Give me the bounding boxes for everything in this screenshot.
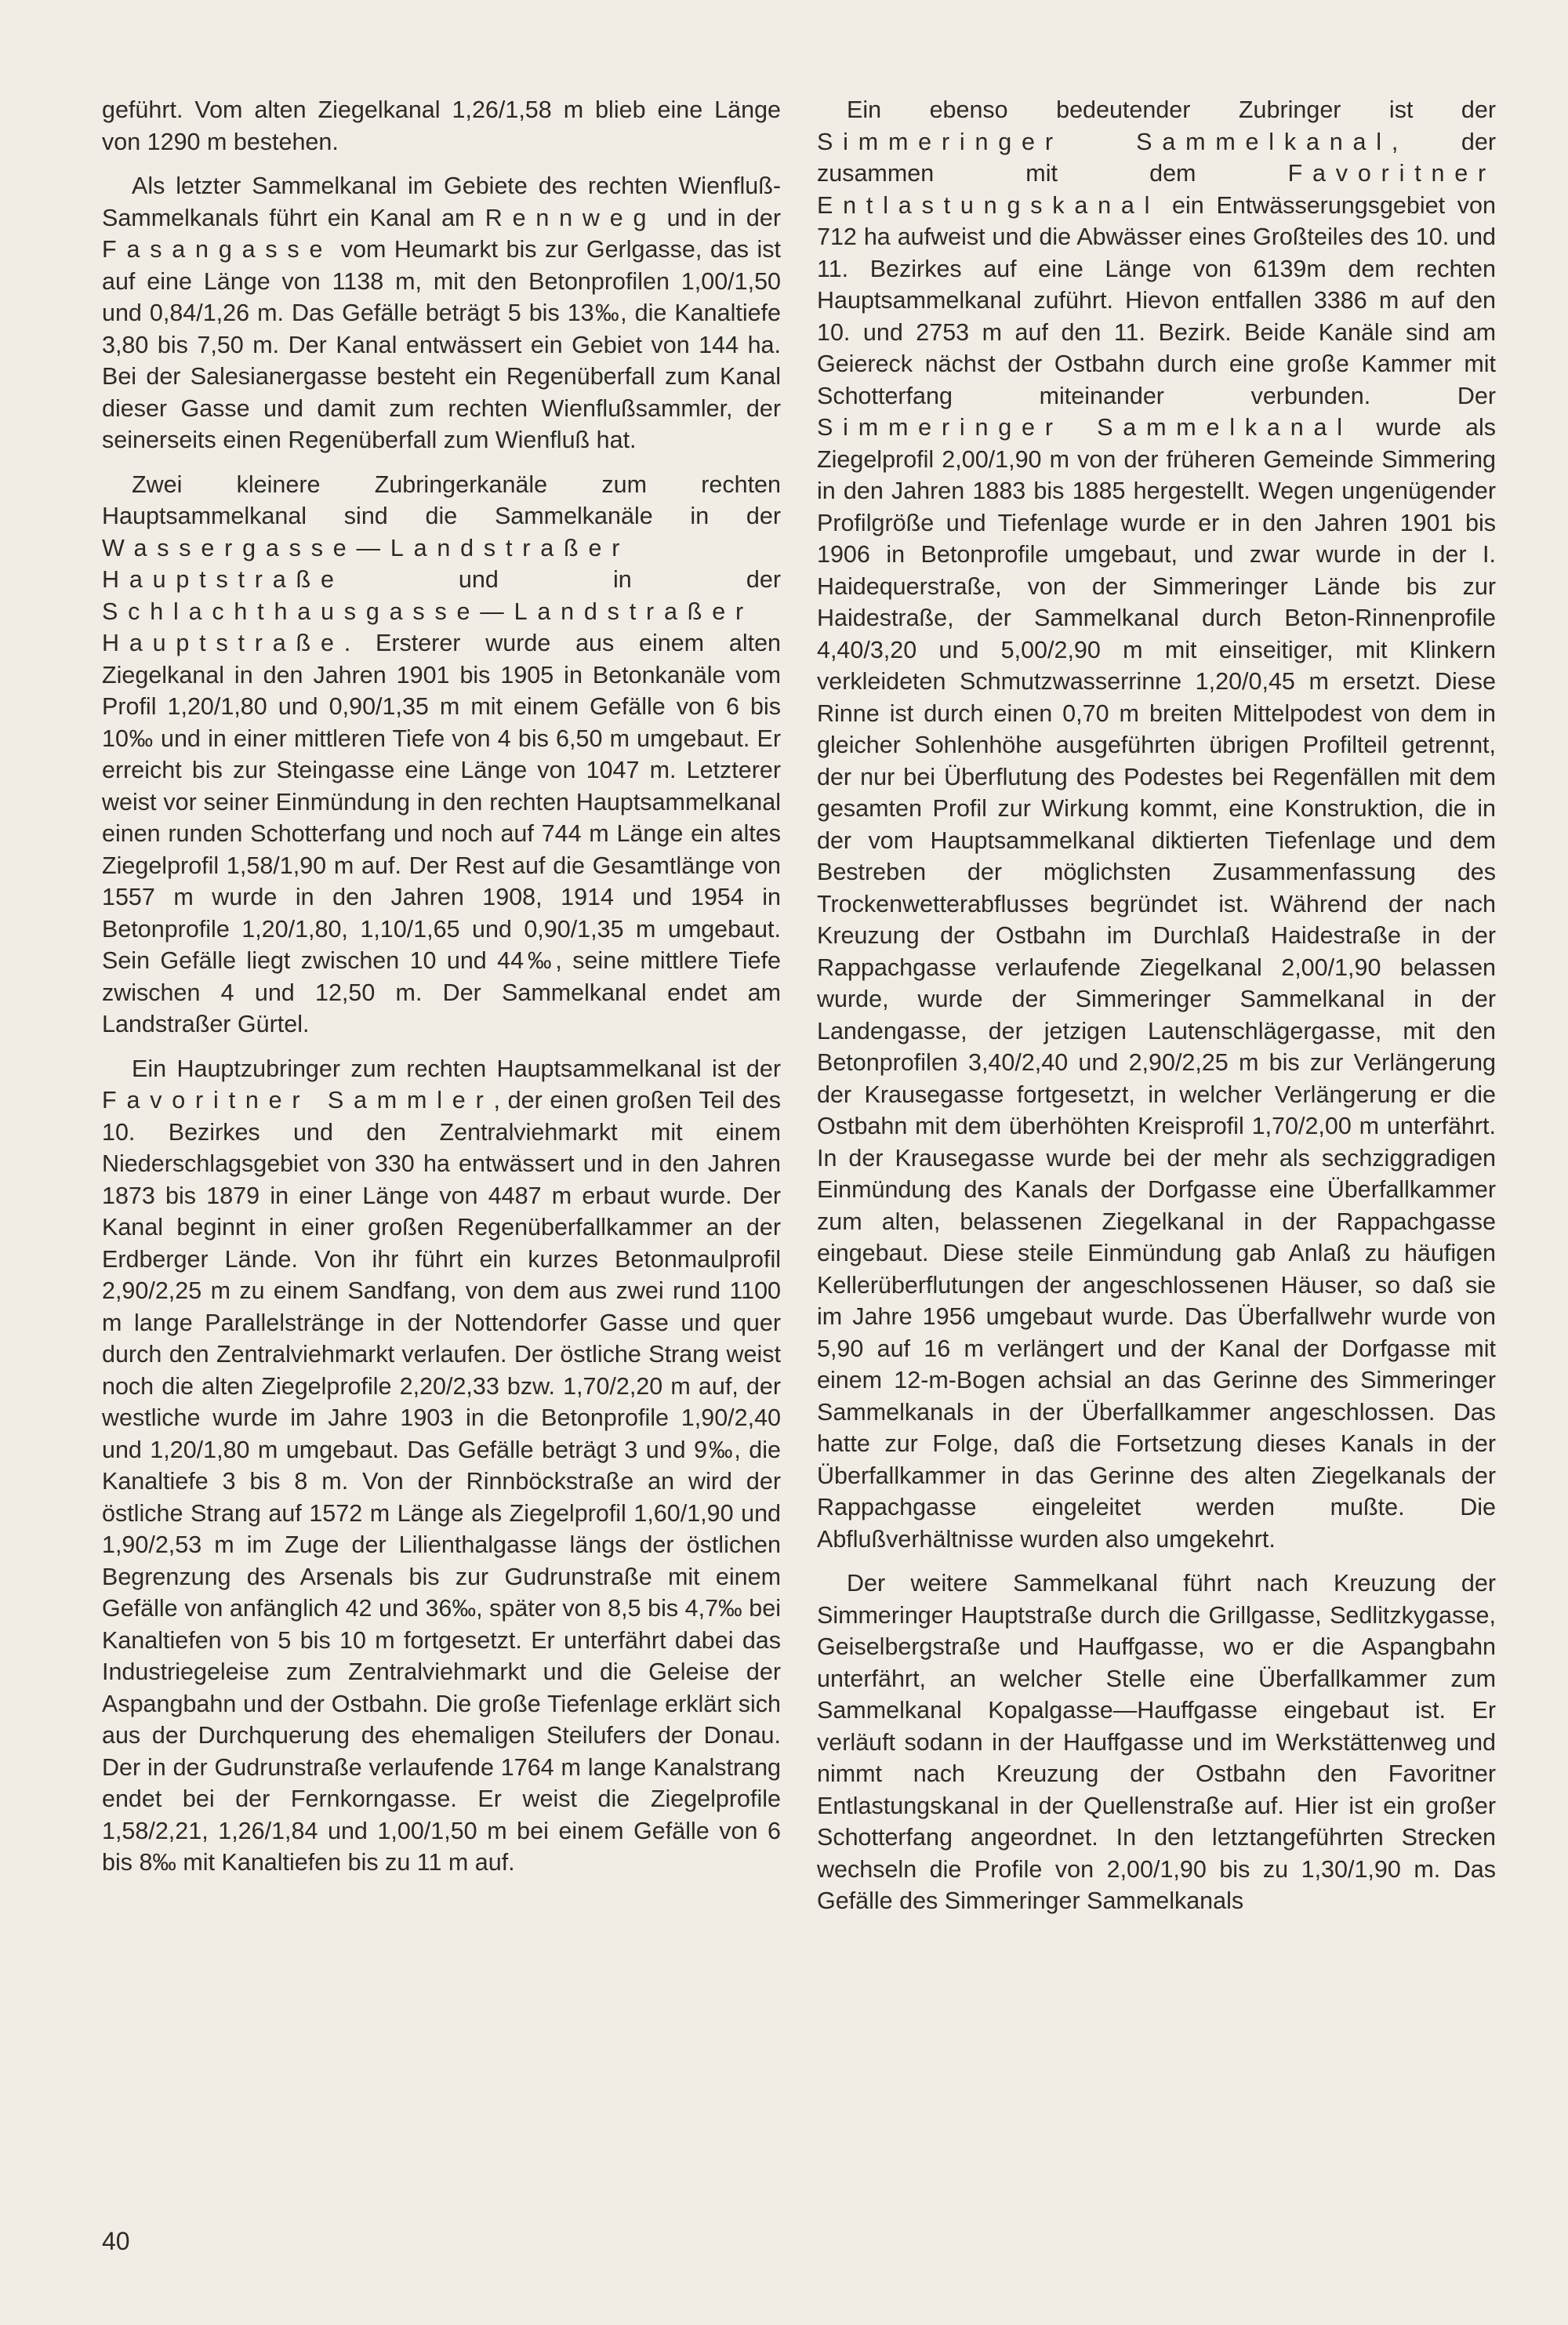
paragraph [102,1053,781,1879]
text-run: und in der [343,566,781,593]
text-run: ein Entwässerungsgebiet von 712 ha aufweist und die Abwässer eines Großteiles des 10. und 11. Bezirkes auf eine Länge von 6139m dem rechten Hauptsammelkanal zuführt. Hievon entfallen 3386 m auf den 10. und 2753 m auf den 11. Bezirk. Beide Kanäle sind am Geiereck nächst der Ostbahn durch eine große Kammer mit Schotterfang miteinander verbunden. Der [817,191,1496,409]
spaced-term: Favoritner Sammler [102,1087,494,1113]
paragraph: geführt. Vom alten Ziegelkanal 1,26/1,58 m blieb eine Länge von 1290 m bestehen. [102,96,781,155]
text-run: Als letzter Sammelkanal im Gebiete des rechten Wienfluß-Sammelkanals führt ein Kanal am [102,173,781,231]
spaced-term: Simmeringer Sammelkanal [817,414,1352,441]
text-run: vom Heumarkt bis zur Gerlgasse, das ist auf eine Länge von 1138 m, mit den Betonprofilen 1,00/1,50 und 0,84/1,26 m. Das Gefälle beträgt 5 bis 13‰, die Kanaltiefe 3,80 bis 7,50 m. Der Kanal entwässert ein Gebiet von 144 ha. Bei der Salesianergasse besteht ein Regenüberfall zum Kanal dieser Gasse und damit zum rechten Wienflußsammler, der seinerseits einen Regenüberfall zum Wienfluß hat. [102,236,781,453]
text-run: Ein Hauptzubringer zum rechten Hauptsammelkanal ist der [132,1055,781,1082]
text-run: , der zusammen mit dem [817,128,1496,187]
right-column [817,94,1496,1930]
spaced-term: Favoritner Entlastungskanal [817,160,1496,219]
text-run: , der einen großen Teil des 10. Bezirkes und den Zentralviehmarkt mit einem Niederschlagsgebiet von 330 ha entwässert und in den Jahren 1873 bis 1879 in einer Länge von 4487 m erbaut wurde. Der Kanal beginnt in einer großen Regenüberfallkammer an der Erdberger Lände. Von ihr führt ein kurzes Betonmaulprofil 2,90/2,25 m zu einem Sandfang, von dem aus zwei rund 1100 m lange Parallelstränge in der Nottendorfer Gasse und quer durch den Zentralviehmarkt verlaufen. Der östliche Strang weist noch die alten Ziegelprofile 2,20/2,33 bzw. 1,70/2,20 m auf, der westliche wurde im Jahre 1903 in die Betonprofile 1,90/2,40 und 1,20/1,80 m umgebaut. Das Gefälle beträgt 3 und 9‰, die Kanaltiefe 3 bis 8 m. Von der Rinnböckstraße an wird der östliche Strang auf 1572 m Länge als Ziegelprofil 1,60/1,90 und 1,90/2,53 m im Zuge der Lilienthalgasse längs der östlichen Begrenzung des Arsenals bis zur Gudrunstraße mit einem Gefälle von anfänglich 42 und 36‰, später von 8,5 bis 4,7‰ bei Kanaltiefen von 5 bis 10 m fortgesetzt. Er unterfährt dabei das Industriegeleise zum Zentralviehmarkt und die Geleise der Aspangbahn und der Ostbahn. Die große Tiefenlage erklärt sich aus der Durchquerung des ehemaligen Steilufers der Donau. Der in der Gudrunstraße verlaufende 1764 m lange Kanalstrang endet bei der Fernkorngasse. Er weist die Ziegelprofile 1,58/2,21, 1,26/1,84 und 1,00/1,50 m bei einem Gefälle von 6 bis 8‰ mit Kanaltiefen bis zu 11 m auf. [102,1087,781,1876]
paragraph [102,469,781,1041]
text-run: und in der [656,204,781,231]
paragraph: Der weitere Sammelkanal führt nach Kreuzung der Simmeringer Hauptstraße durch die Grillgasse, Sedlitzkygasse, Geiselbergstraße und Hauffgasse, wo er die Aspangbahn unterfährt, an welcher Stelle eine Überfallkammer zum Sammelkanal Kopalgasse—Hauffgasse eingebaut ist. Er verläuft sodann in der Hauffgasse und im Werkstättenweg und nimmt nach Kreuzung der Ostbahn den Favoritner Entlastungskanal in der Quellenstraße auf. Hier ist ein großer Schotterfang angeordnet. In den letztangeführten Strecken wechseln die Profile von 2,00/1,90 bis zu 1,30/1,90 m. Das Gefälle des Simmeringer Sammelkanals [817,1570,1496,1914]
spaced-term: Fasangasse [102,236,333,263]
text-run: wurde als Ziegelprofil 2,00/1,90 m von der früheren Gemeinde Simmering in den Jahren 1883 bis 1885 hergestellt. Wegen ungenügender Profilgröße und Tiefenlage wurde er in den Jahren 1901 bis 1906 in Betonprofile umgebaut, und zwar wurde in der I. Haidequerstraße, von der Simmeringer Lände bis zur Haidestraße, der Sammelkanal durch Beton-Rinnenprofile 4,40/3,20 und 5,00/2,90 m mit einseitiger, mit Klinkern verkleideten Schmutzwasserrinne 1,20/0,45 m ersetzt. Diese Rinne ist durch einen 0,70 m breiten Mittelpodest von dem in gleicher Sohlenhöhe ausgeführten übrigen Profilteil getrennt, der nur bei Überflutung des Podestes bei Regenfällen mit dem gesamten Profil zur Wirkung kommt, eine Konstruktion, die in der vom Hauptsammelkanal diktierten Tiefenlage und dem Bestreben der möglichsten Zusammenfassung des Trockenwetterabflusses begründet ist. Während der nach Kreuzung der Ostbahn im Durchlaß Haidestraße in der Rappachgasse verlaufende Ziegelkanal 2,00/1,90 belassen wurde, wurde der Simmeringer Sammelkanal in der Landengasse, der jetzigen Lautenschlägergasse, mit den Betonprofilen 3,40/2,40 und 2,90/2,25 m bis zur Verlängerung der Krausegasse fortgesetzt, in welcher Verlängerung er die Ostbahn mit dem überhöhten Kreisprofil 1,70/2,00 m unterfährt. In der Krausegasse wurde bei der mehr als sechziggradigen Einmündung des Kanals der Dorfgasse eine Überfallkammer zum alten, belassenen Ziegelkanal in der Rappachgasse eingebaut. Diese steile Einmündung gab Anlaß zu häufigen Kellerüberflutungen der angeschlossenen Häuser, so daß sie im Jahre 1956 umgebaut wurde. Das Überfallwehr wurde von 5,90 auf 16 m verlängert und der Kanal der Dorfgasse mit einem 12-m-Bogen achsial an das Gerinne des Simmeringer Sammelkanals in der Überfallkammer angeschlossen. Das hatte zur Folge, daß die Fortsetzung dieses Kanals in der Überfallkammer in das Gerinne des alten Ziegelkanals der Rappachgasse eingeleitet werden mußte. Die Abflußverhältnisse wurden also umgekehrt. [817,414,1496,1553]
spaced-term: Schlachthausgasse—Landstraßer Hauptstraße [102,598,753,656]
left-column [102,94,781,1891]
text-run: Ein ebenso bedeutender Zubringer ist der [847,96,1496,123]
spaced-term: Simmeringer Sammelkanal [817,128,1392,155]
paragraph [817,94,1496,1555]
paragraph [102,170,781,456]
text-run: . Ersterer wurde aus einem alten Ziegelkanal in den Jahren 1901 bis 1905 in Betonkanäle vom Profil 1,20/1,80 und 0,90/1,35 m mit einem Gefälle von 6 bis 10‰ und in einer mittleren Tiefe von 4 bis 6,50 m umgebaut. Er erreicht bis zur Steingasse eine Länge von 1047 m. Letzterer weist vor seiner Einmündung in den rechten Hauptsammelkanal einen runden Schotterfang und noch auf 744 m Länge ein altes Ziegelprofil 1,58/1,90 m auf. Der Rest auf die Gesamtlänge von 1557 m wurde in den Jahren 1908, 1914 und 1954 in Betonprofile 1,20/1,80, 1,10/1,65 und 0,90/1,35 m umgebaut. Sein Gefälle liegt zwischen 10 und 44‰, seine mittlere Tiefe zwischen 4 und 12,50 m. Der Sammelkanal endet am Landstraßer Gürtel. [102,630,781,1037]
spaced-term: Wassergasse—Landstraßer Hauptstraße [102,534,630,593]
text-run: Zwei kleinere Zubringerkanäle zum rechten Hauptsammelkanal sind die Sammelkanäle in der [102,470,781,529]
page-number: 40 [102,2227,130,2255]
spaced-term: Rennweg [485,204,657,231]
